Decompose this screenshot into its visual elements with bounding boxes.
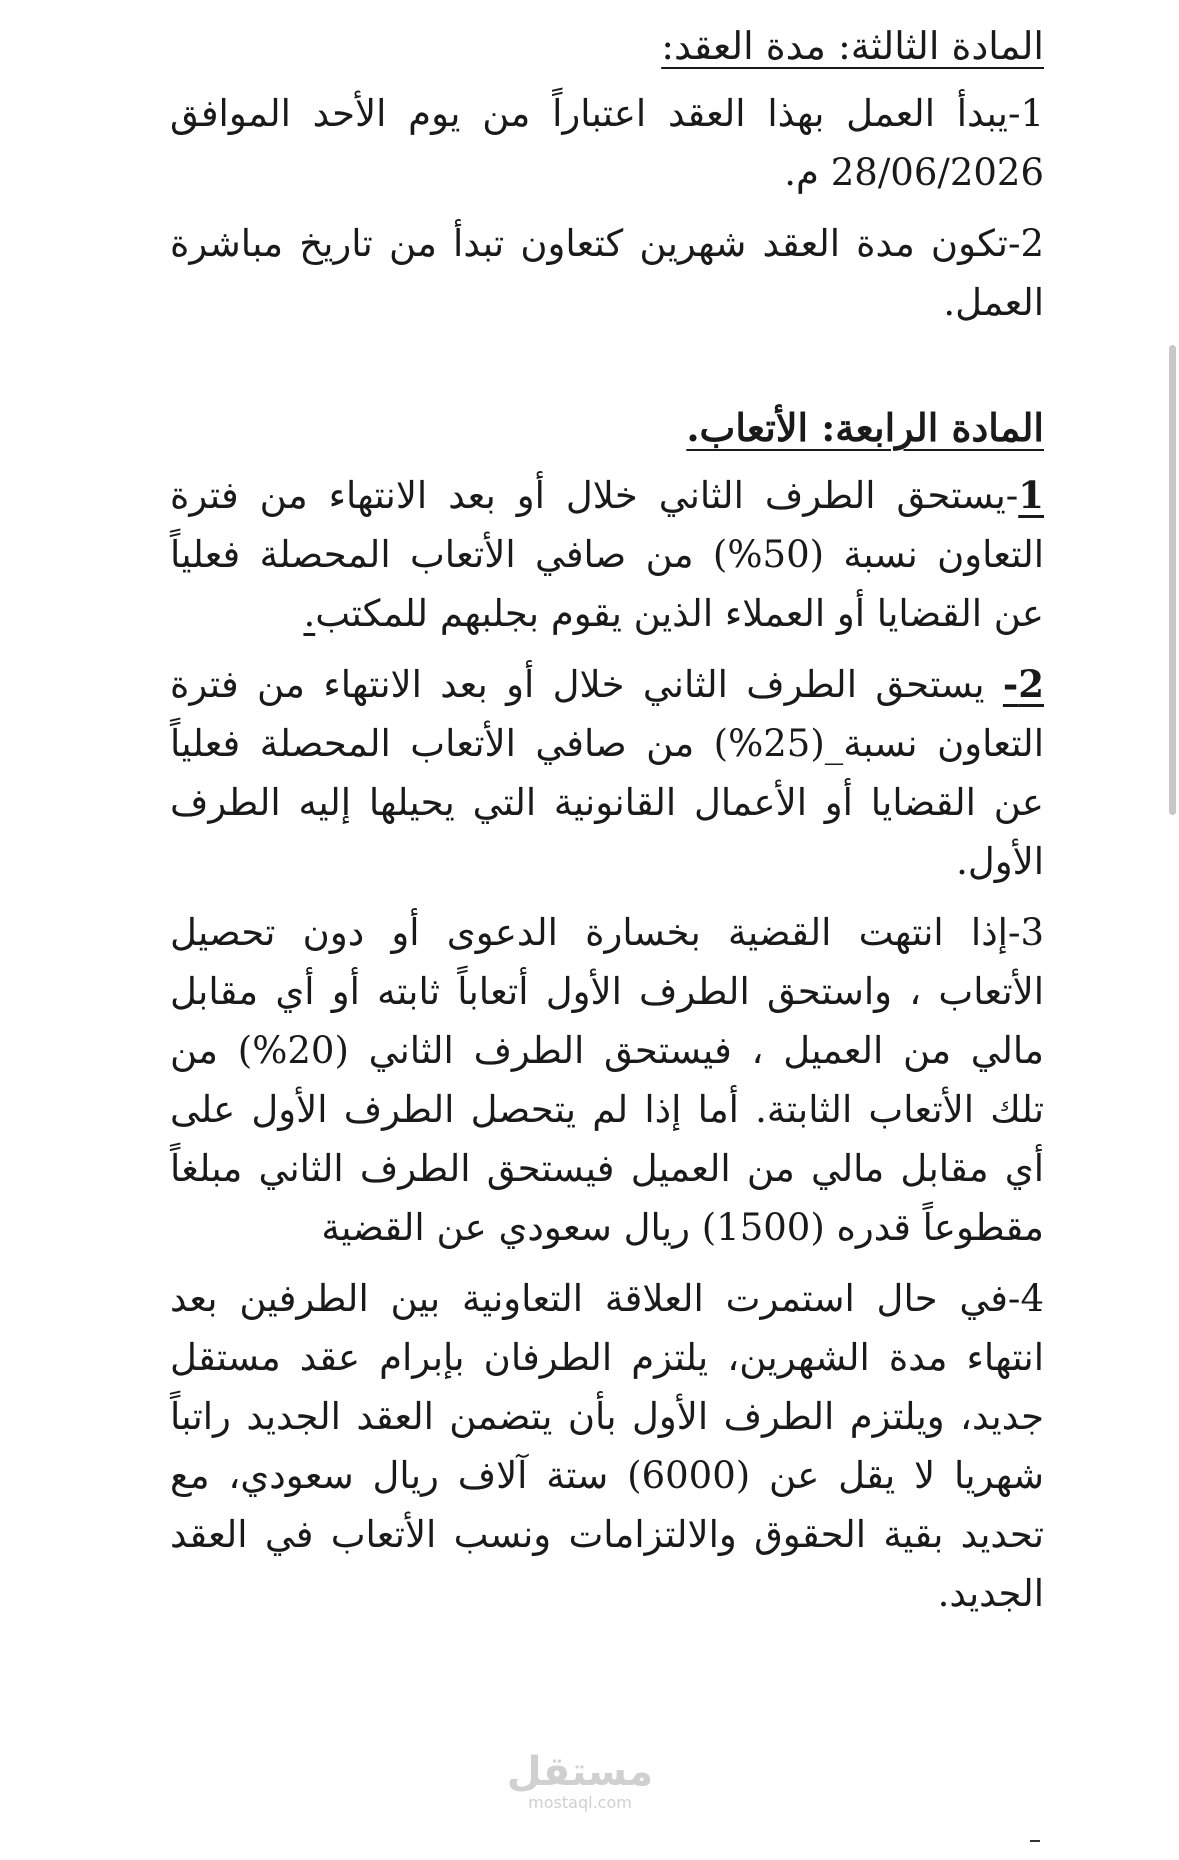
- article-3-clause-2: 2-تكون مدة العقد شهرين كتعاون تبدأ من تاريخ مباشرة العمل.: [170, 222, 1044, 324]
- article-4-clause-2: [170, 655, 1044, 891]
- clause-2-text: يستحق الطرف الثاني خلال أو بعد الانتهاء من فترة التعاون نسبة_(25%) من صافي الأتعاب المحصلة فعلياً عن القضايا أو الأعمال القانونية التي يحيلها إليه الطرف الأول.: [170, 663, 1044, 883]
- article-3-clause-1: 1-يبدأ العمل بهذا العقد اعتباراً من يوم الأحد الموافق 28/06/2026 م.: [170, 92, 1044, 194]
- clause-1-number: 1: [1018, 473, 1044, 517]
- section-spacer: [170, 344, 1044, 400]
- scrollbar-thumb[interactable]: [1169, 345, 1176, 815]
- watermark-logo: [480, 1750, 680, 1812]
- clause-2-number: 2-: [1002, 662, 1044, 706]
- clause-1-end: .: [303, 592, 316, 635]
- article-4-heading: المادة الرابعة: الأتعاب.: [686, 405, 1044, 450]
- article-4-clause-3: 3-إذا انتهت القضية بخسارة الدعوى أو دون تحصيل الأتعاب ، واستحق الطرف الأول أتعاباً ثابته أو أي مقابل مالي من العميل ، فيستحق الطرف الثاني (20%) من تلك الأتعاب الثابتة. أما إذا لم يتحصل الطرف الأول على أي مقابل مالي من العميل فيستحق الطرف الثاني مبلغاً مقطوعاً قدره (1500) ريال سعودي عن القضية: [170, 911, 1044, 1249]
- article-4-clause-1: [170, 466, 1044, 643]
- clause-1-text: -يستحق الطرف الثاني خلال أو بعد الانتهاء من فترة التعاون نسبة (50%) من صافي الأتعاب المحصلة فعلياً عن القضايا أو العملاء الذين يقوم بجلبهم للمكتب: [170, 474, 1044, 635]
- article-3-heading: المادة الثالثة: مدة العقد:: [661, 24, 1044, 68]
- page-dash-mark: [1030, 1840, 1040, 1842]
- article-4-clause-4: 4-في حال استمرت العلاقة التعاونية بين الطرفين بعد انتهاء مدة الشهرين، يلتزم الطرفان بإبرام عقد مستقل جديد، ويلتزم الطرف الأول بأن يتضمن العقد الجديد راتباً شهريا لا يقل عن (6000) ستة آلاف ريال سعودي، مع تحديد بقية الحقوق والالتزامات ونسب الأتعاب في العقد الجديد.: [170, 1277, 1044, 1615]
- watermark-mark: مستقل: [506, 1749, 654, 1795]
- watermark-site: mostaql.com: [528, 1793, 632, 1812]
- contract-text: [170, 18, 1044, 1635]
